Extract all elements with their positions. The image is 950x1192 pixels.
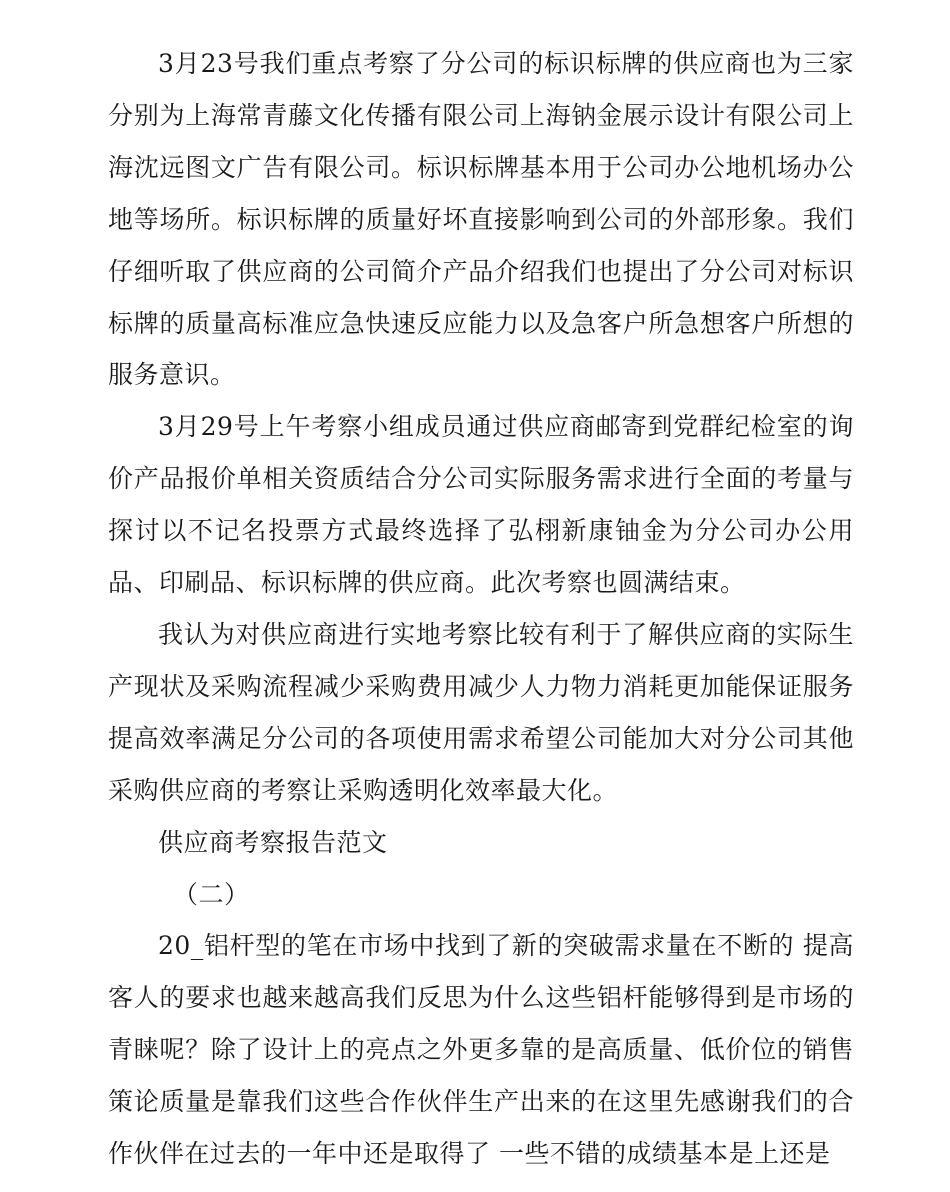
paragraph-sign-supplier-visit: 3月23号我们重点考察了分公司的标识标牌的供应商也为三家分别为上海常青藤文化传播有限公司上海钠金展示设计有限公司上海沈远图文广告有限公司。标识标牌基本用于公司办公地机场办公地等场所。标识标牌的质量好坏直接影响到公司的外部形象。我们仔细听取了供应商的公司简介产品介绍我们也提出了分公司对标识标牌的质量高标准应急快速反应能力以及急客户所急想客户所想的服务意识。 [108, 49, 854, 390]
section-title: 供应商考察报告范文 [158, 827, 388, 857]
paragraph-supplier-selection: 3月29号上午考察小组成员通过供应商邮寄到党群纪检室的询价产品报价单相关资质结合分公司实际服务需求进行全面的考量与探讨以不记名投票方式最终选择了弘栩新康铀金为分公司办公用品、印刷品、标识标牌的供应商。此次考察也圆满结束。 [108, 412, 854, 598]
section-number: （二） [173, 879, 250, 909]
document-body [108, 38, 854, 1180]
paragraph-conclusion: 我认为对供应商进行实地考察比较有利于了解供应商的实际生产现状及采购流程减少采购费用减少人力物力消耗更加能保证服务提高效率满足分公司的各项使用需求希望公司能加大对分公司其他采购供应商的考察让采购透明化效率最大化。 [108, 619, 854, 805]
paragraph-aluminum-pen: 20_铝杆型的笔在市场中找到了新的突破需求量在不断的 提高客人的要求也越来越高我们反思为什么这些铝杆能够得到是市场的青睐呢？除了设计上的亮点之外更多靠的是高质量、低价位的销售策论质量是靠我们这些合作伙伴生产出来的在这里先感谢我们的合作伙伴在过去的一年中还是取得了 一些不错的成绩基本是上还是 [108, 931, 854, 1169]
